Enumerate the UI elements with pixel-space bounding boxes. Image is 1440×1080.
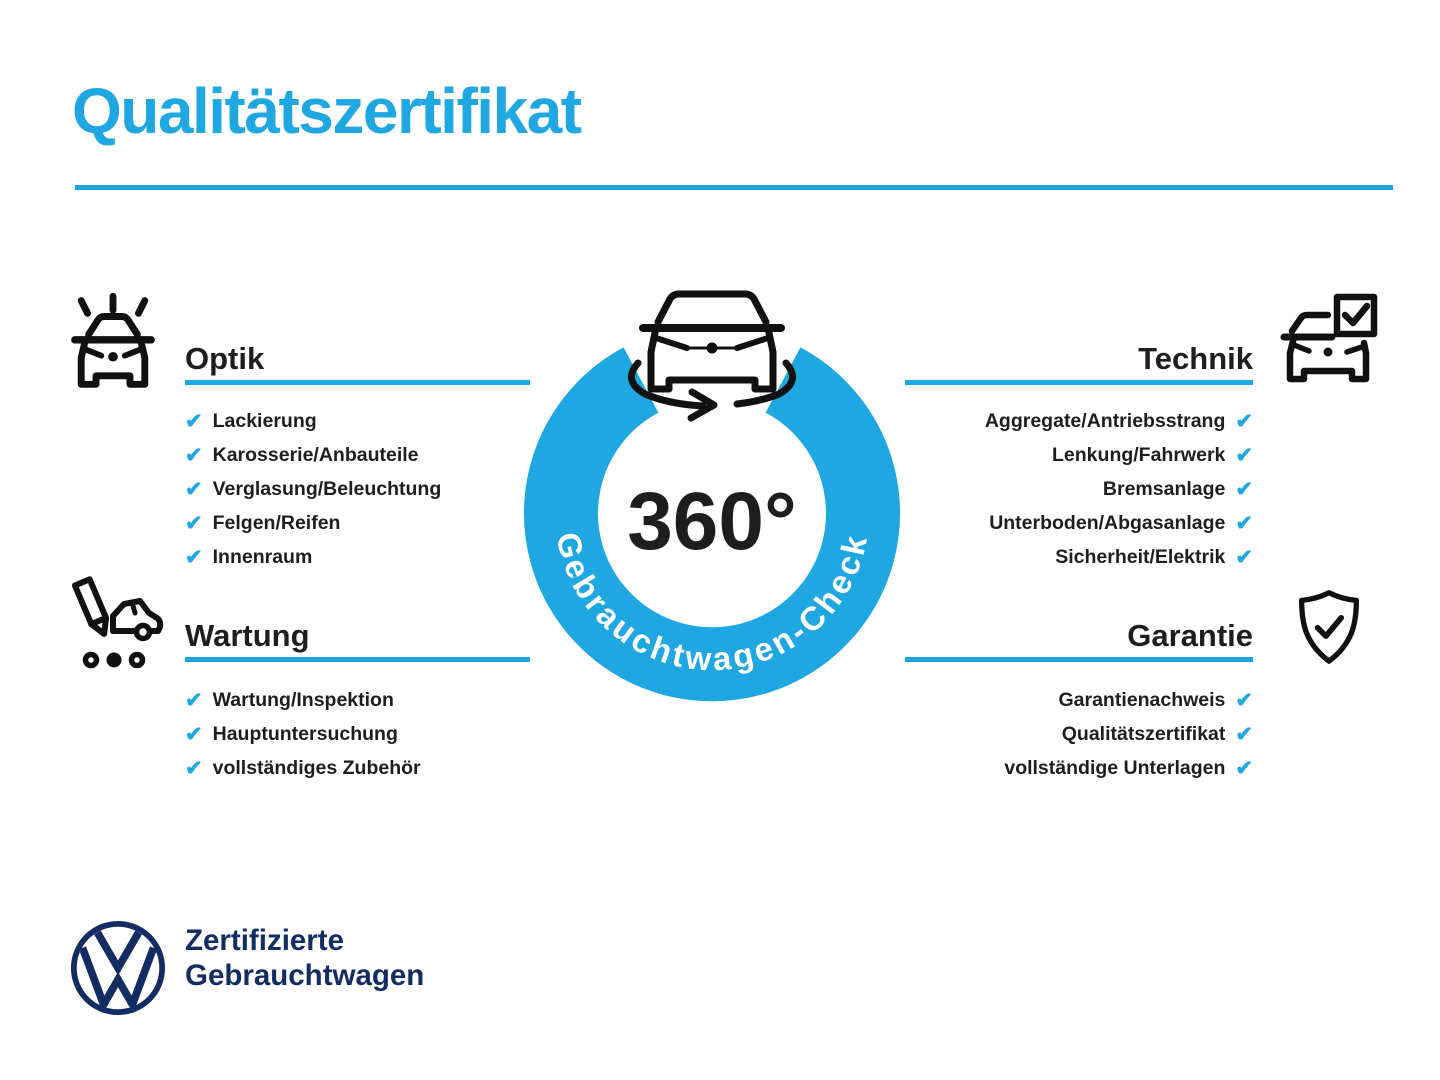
checklist-item-label: Wartung/Inspektion — [212, 688, 394, 711]
checklist-item — [185, 751, 530, 785]
checklist-item — [905, 472, 1253, 506]
checklist-item-label: Verglasung/Beleuchtung — [212, 477, 442, 500]
service-pencil-car-icon — [64, 574, 164, 674]
checklist-item — [905, 717, 1253, 751]
check-icon: ✔ — [185, 756, 203, 780]
check-icon: ✔ — [185, 409, 203, 433]
checklist-item-label: vollständige Unterlagen — [1004, 756, 1226, 779]
section-title-optik: Optik — [185, 341, 265, 376]
checklist-item — [905, 751, 1253, 785]
footer-wordmark-line2: Gebrauchtwagen — [185, 958, 425, 992]
checklist-item-label: Unterboden/Abgasanlage — [989, 511, 1226, 534]
checklist-wartung — [185, 683, 530, 785]
checklist-item — [185, 683, 530, 717]
shield-check-icon — [1291, 586, 1367, 674]
checklist-item — [185, 540, 530, 574]
check-icon: ✔ — [185, 477, 203, 501]
footer-wordmark-line1: Zertifizierte — [185, 924, 345, 957]
checklist-item — [185, 506, 530, 540]
checklist-item — [185, 404, 530, 438]
360-check-badge — [495, 268, 929, 718]
section-underline-garantie — [905, 657, 1253, 662]
car-checkbox-icon — [1280, 291, 1380, 391]
section-underline-wartung — [185, 657, 530, 662]
check-icon: ✔ — [1235, 511, 1253, 535]
checklist-item-label: Lackierung — [212, 409, 317, 432]
checklist-item-label: Hauptuntersuchung — [212, 722, 398, 745]
badge-ring-label: Gebrauchtwagen-Check — [549, 528, 875, 678]
footer-wordmark — [185, 924, 424, 993]
checklist-item — [185, 472, 530, 506]
rotating-car-icon — [631, 294, 792, 418]
checklist-item-label: Innenraum — [212, 545, 313, 568]
checklist-item — [905, 683, 1253, 717]
section-underline-optik — [185, 380, 530, 385]
checklist-item-label: Lenkung/Fahrwerk — [1052, 443, 1226, 466]
check-icon: ✔ — [1235, 722, 1253, 746]
page-title: Qualitätszertifikat — [72, 75, 581, 147]
check-icon: ✔ — [185, 443, 203, 467]
car-shine-icon — [60, 290, 166, 396]
checklist-item-label: Sicherheit/Elektrik — [1055, 545, 1226, 568]
check-icon: ✔ — [185, 722, 203, 746]
check-icon: ✔ — [1235, 443, 1253, 467]
checklist-item-label: Qualitätszertifikat — [1061, 722, 1226, 745]
check-icon: ✔ — [185, 511, 203, 535]
vw-logo — [70, 920, 166, 1016]
check-icon: ✔ — [1235, 409, 1253, 433]
checklist-item-label: Felgen/Reifen — [212, 511, 341, 534]
check-icon: ✔ — [1235, 756, 1253, 780]
checklist-item — [185, 438, 530, 472]
checklist-item — [905, 438, 1253, 472]
checklist-item-label: Aggregate/Antriebsstrang — [984, 409, 1226, 432]
check-icon: ✔ — [1235, 477, 1253, 501]
checklist-optik — [185, 404, 530, 574]
check-icon: ✔ — [1235, 545, 1253, 569]
section-underline-technik — [905, 380, 1253, 385]
checklist-item-label: vollständiges Zubehör — [212, 756, 421, 779]
checklist-garantie — [905, 683, 1253, 785]
check-icon: ✔ — [185, 545, 203, 569]
checklist-item-label: Karosserie/Anbauteile — [212, 443, 419, 466]
section-title-technik: Technik — [1138, 341, 1253, 376]
checklist-item-label: Garantienachweis — [1058, 688, 1226, 711]
section-title-garantie: Garantie — [1127, 618, 1253, 653]
checklist-item — [905, 506, 1253, 540]
checklist-item — [905, 540, 1253, 574]
checklist-item — [905, 404, 1253, 438]
checklist-item-label: Bremsanlage — [1102, 477, 1226, 500]
check-icon: ✔ — [185, 688, 203, 712]
header-divider — [75, 185, 1393, 190]
checklist-item — [185, 717, 530, 751]
checklist-technik — [905, 404, 1253, 574]
badge-value: 360° — [627, 476, 797, 567]
check-icon: ✔ — [1235, 688, 1253, 712]
section-title-wartung: Wartung — [185, 618, 310, 653]
